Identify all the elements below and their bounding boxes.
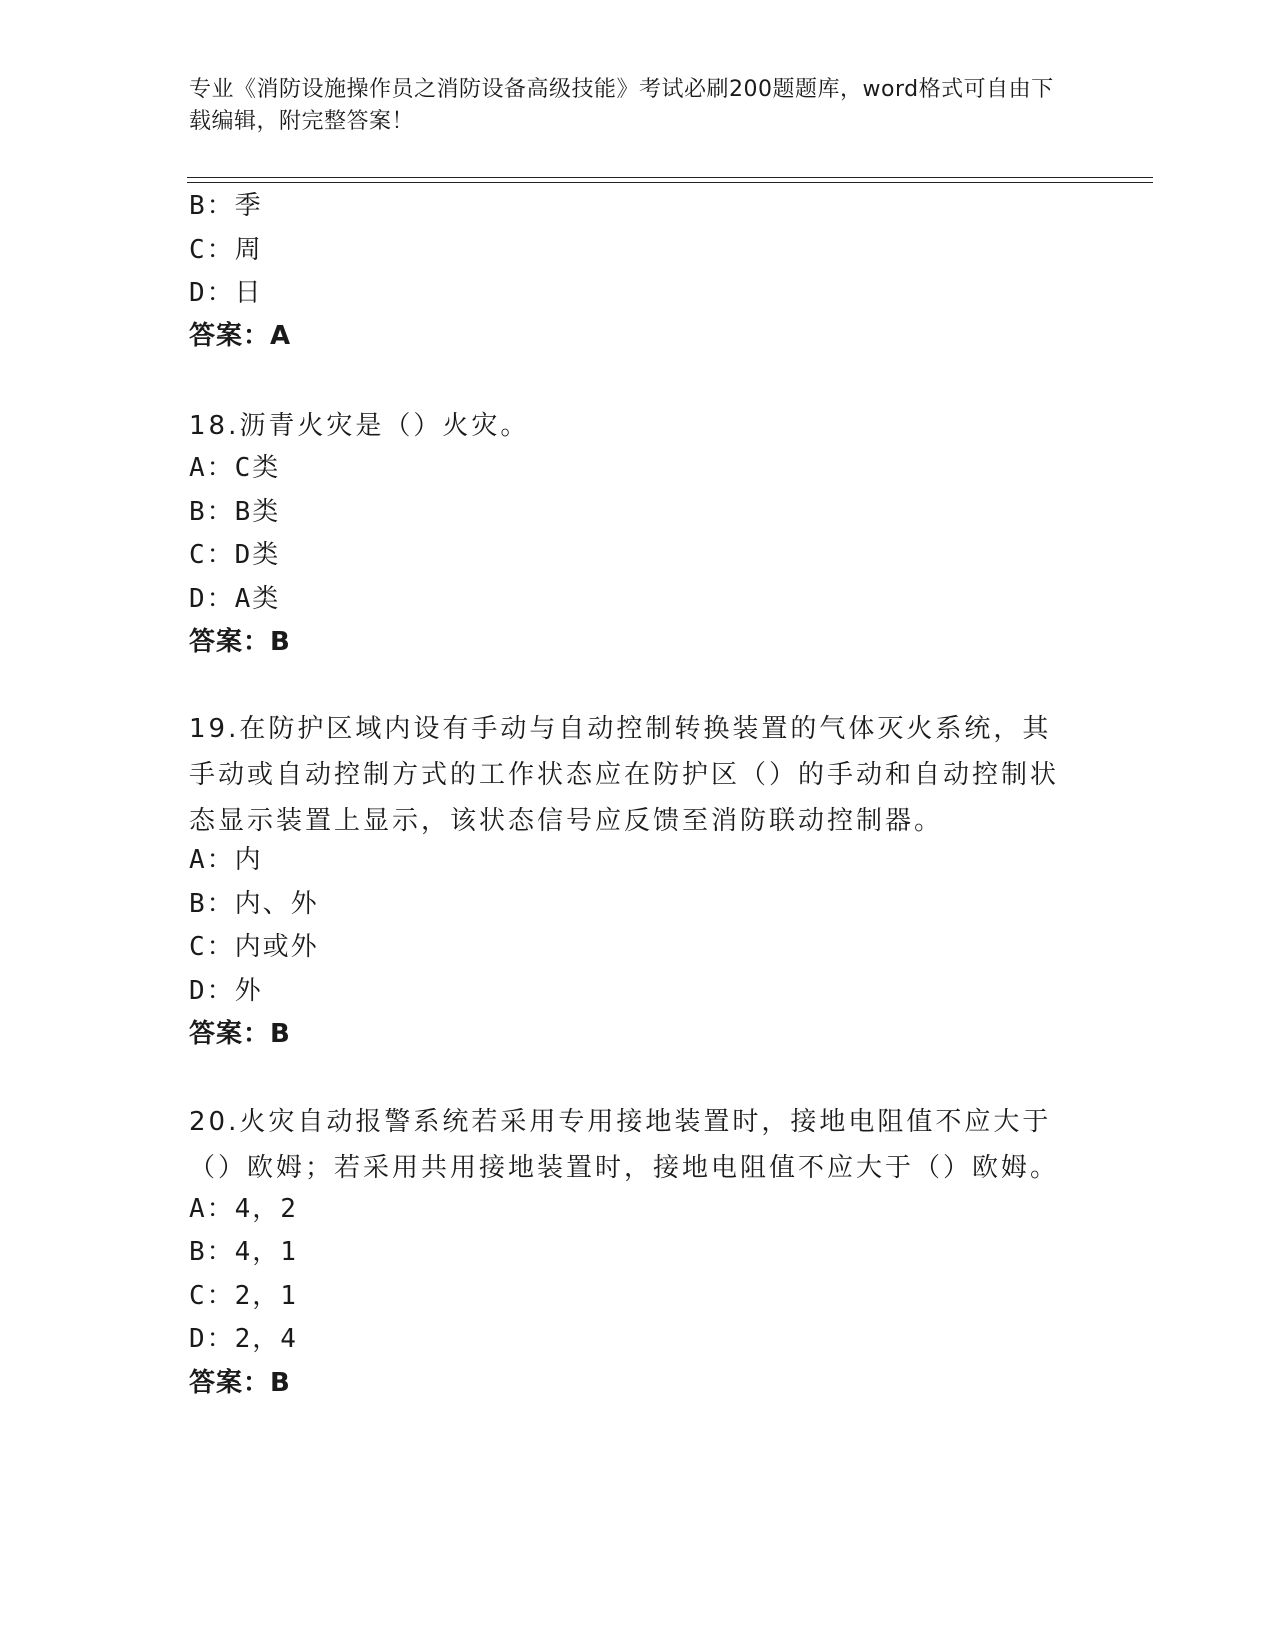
option-line: C：D类 (189, 540, 281, 570)
page-header: 专业《消防设施操作员之消防设备高级技能》考试必刷200题题库，word格式可自由下载编辑，附完整答案！ (189, 77, 1054, 134)
option-line: C：内或外 (189, 932, 319, 962)
option-line: B：4，1 (189, 1237, 298, 1267)
option-line: D：A类 (189, 584, 281, 614)
answer-line: 答案：B (189, 1019, 291, 1049)
option-line: C：2，1 (189, 1281, 298, 1311)
question-text: 18.沥青火灾是（）火灾。 (189, 411, 530, 441)
question-text: 20.火灾自动报警系统若采用专用接地装置时，接地电阻值不应大于（）欧姆；若采用共用接地装置时，接地电阻值不应大于（）欧姆。 (189, 1107, 1060, 1183)
option-line: B：B类 (189, 497, 281, 527)
answer-line: 答案：A (189, 321, 292, 351)
header-rule-bottom (187, 182, 1153, 183)
option-line: D：日 (189, 278, 263, 308)
option-line: A：4，2 (189, 1194, 298, 1224)
option-line: D：2，4 (189, 1324, 298, 1354)
option-line: B：季 (189, 191, 263, 221)
option-line: A：内 (189, 845, 263, 875)
option-line: D：外 (189, 976, 263, 1006)
option-line: A：C类 (189, 453, 281, 483)
answer-line: 答案：B (189, 627, 291, 657)
header-rule-top (187, 177, 1153, 178)
question-text: 19.在防护区域内设有手动与自动控制转换装置的气体灭火系统，其手动或自动控制方式的工作状态应在防护区（）的手动和自动控制状态显示装置上显示，该状态信号应反馈至消防联动控制器。 (189, 714, 1060, 836)
answer-line: 答案：B (189, 1368, 291, 1398)
option-line: B：内、外 (189, 889, 319, 919)
option-line: C：周 (189, 235, 263, 265)
